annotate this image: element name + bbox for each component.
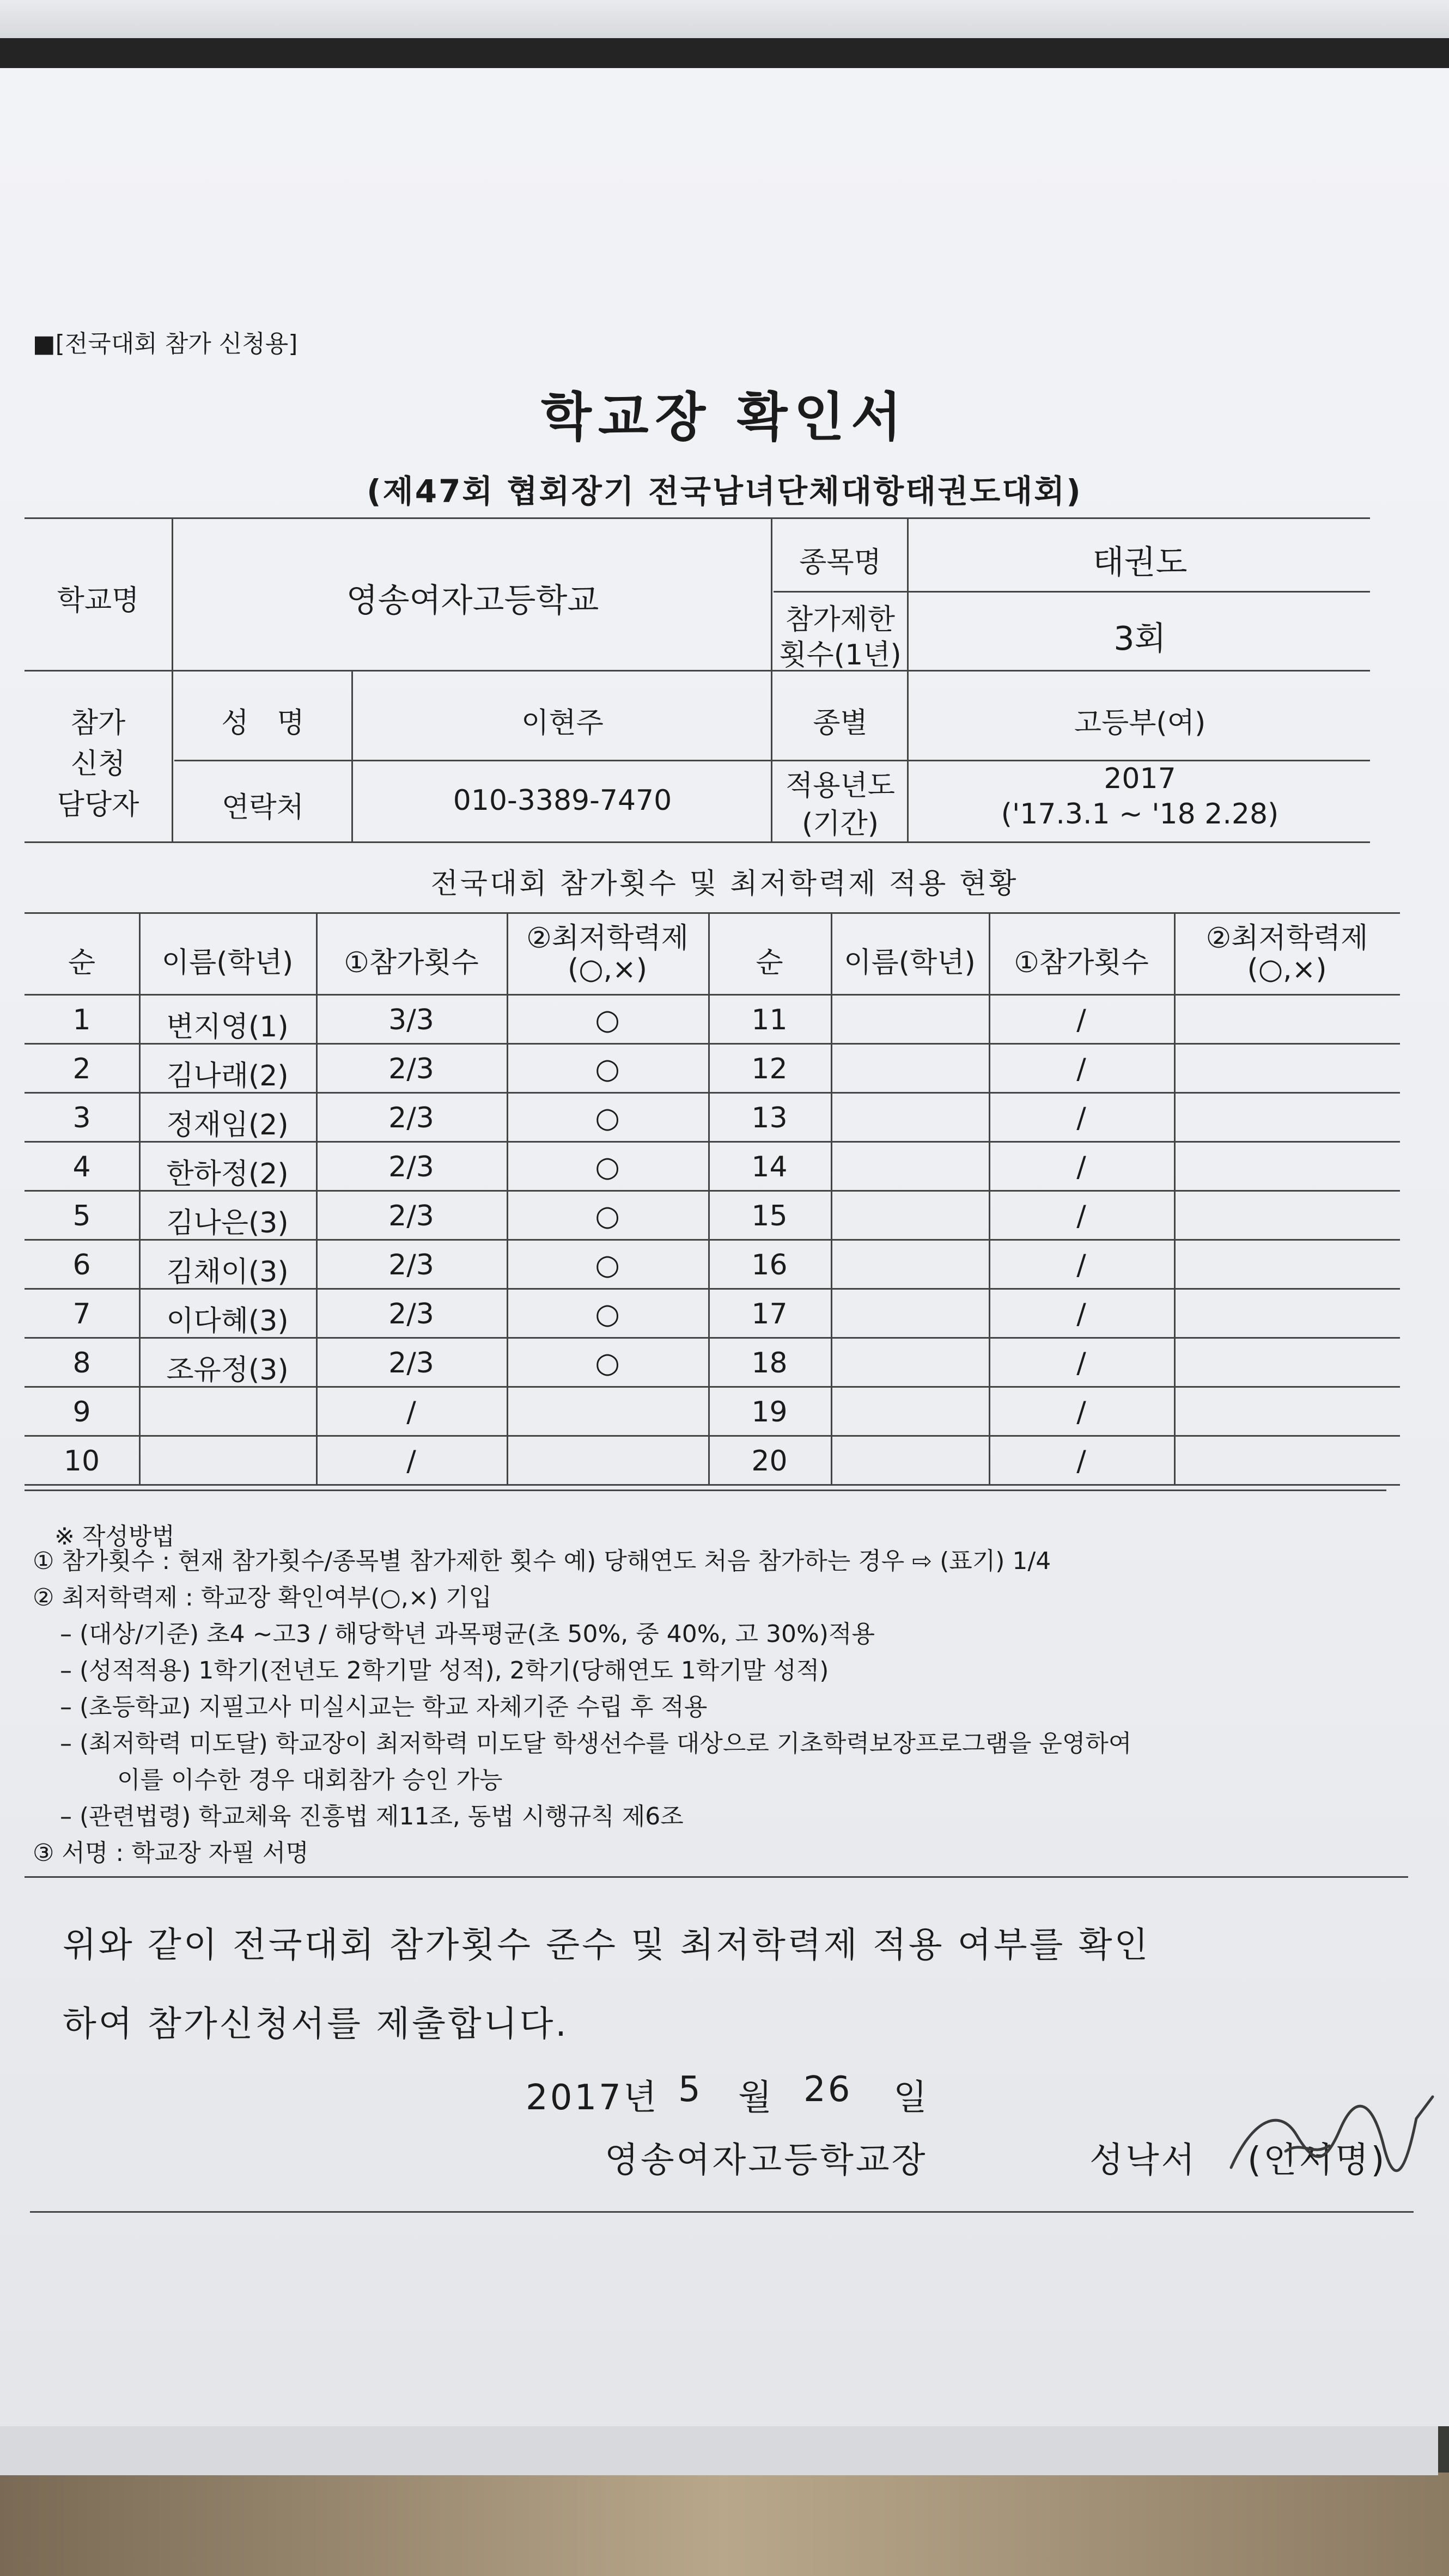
limit-label-line2: 횟수(1년) [779,639,902,672]
contact-label-line1: 참가 [70,707,126,740]
declaration-line2: 하여 참가신청서를 제출합니다. [63,2004,569,2044]
info-table-line [774,591,1370,593]
table-cell-no: 13 [751,1102,788,1134]
table-cell-no: 6 [72,1249,91,1281]
table-cell-no: 19 [751,1396,788,1429]
page-title: 학교장 확인서 [541,387,908,448]
note-line: – (대상/기준) 초4 ~고3 / 해당학년 과목평균(초 50%, 중 40%, 고 30%)적용 [60,1620,875,1648]
table-cell-no: 17 [751,1298,788,1330]
info-table-divider [351,670,353,841]
contact-label-line3: 담당자 [57,789,139,821]
note-line: – (최저학력 미도달) 학교장이 최저학력 미도달 학생선수를 대상으로 기초학력보장프로그램을 운영하여 [60,1730,1132,1757]
signer-name: 성낙서 [1089,2140,1197,2181]
table-cell-count: 2/3 [388,1053,434,1085]
table-cell-name: 정재임(2) [166,1109,289,1142]
notes-heading: ※ 작성방법 [54,1523,175,1551]
limit-label-line1: 참가제한 [786,603,895,636]
phone-label: 연락처 [222,791,304,824]
header-count: ①참가횟수 [1014,947,1149,979]
table-cell-no: 16 [751,1249,788,1281]
declaration-line1: 위와 같이 전국대회 참가횟수 준수 및 최저학력제 적용 여부를 확인 [63,1925,1150,1965]
form-tag: ■[전국대회 참가 신청용] [33,330,298,358]
table-cell-count: / [1076,1053,1086,1085]
note-line: – (관련법령) 학교체육 진흥법 제11조, 동법 시행규칙 제6조 [60,1803,684,1830]
table-cell-mark: ○ [595,1200,620,1232]
table-cell-count: / [1076,1396,1086,1429]
table-cell-name: 김나래(2) [166,1060,289,1092]
table-cell-count: / [1076,1200,1086,1232]
year-value: 2017 [1104,762,1176,795]
table-cell-count: 2/3 [388,1151,434,1183]
division-value: 고등부(여) [1074,707,1206,740]
period-value: ('17.3.1 ~ '18 2.28) [1001,798,1279,831]
contact-label-line2: 신청 [70,748,126,780]
table-cell-no: 15 [751,1200,788,1232]
manager-name-label: 성 명 [221,707,305,740]
year-label-line1: 적용년도 [786,770,895,802]
table-cell-name: 김나은(3) [166,1207,289,1240]
note-line: ① 참가횟수 : 현재 참가횟수/종목별 참가제한 횟수 예) 당해연도 처음 참가하는 경우 ⇨ (표기) 1/4 [33,1547,1051,1575]
header-name: 이름(학년) [161,947,294,979]
clipboard-edge [0,38,1449,71]
table-cell-mark: ○ [595,1053,620,1085]
header-mark-legend: (○,×) [1247,953,1327,986]
footer-line [30,2211,1414,2213]
table-cell-no: 14 [751,1151,788,1183]
table-cell-name: 이다혜(3) [166,1305,289,1338]
event-value: 태권도 [1092,544,1188,582]
sign-label: (인서명) [1247,2140,1387,2181]
table-cell-count: 2/3 [388,1298,434,1330]
table-cell-no: 1 [72,1004,91,1036]
info-table-bottom-border [25,841,1370,843]
header-no: 순 [756,947,783,979]
info-table-divider [172,517,173,841]
table-cell-no: 7 [72,1298,91,1330]
header-min-academic: ②최저학력제 [1206,922,1368,955]
handwritten-signature [1220,2086,1438,2184]
table-cell-count: 2/3 [388,1347,434,1379]
table-cell-count: / [1076,1004,1086,1036]
notes-top-border [25,1490,1386,1491]
table-cell-no: 10 [63,1445,100,1478]
note-line: 이를 이수한 경우 대회참가 승인 가능 [117,1766,503,1794]
date-month-unit: 월 [738,2078,774,2118]
table-cell-count: 2/3 [388,1249,434,1281]
table-cell-no: 18 [751,1347,788,1379]
table-cell-count: 2/3 [388,1200,434,1232]
table-column-divider [1174,912,1176,1484]
table-cell-no: 20 [751,1445,788,1478]
info-table-divider [907,517,909,841]
table-cell-name: 조유정(3) [166,1354,289,1387]
school-label: 학교명 [57,584,139,617]
header-no: 순 [68,947,96,979]
phone-value: 010-3389-7470 [453,784,672,817]
table-cell-mark: ○ [595,1004,620,1036]
note-line: ③ 서명 : 학교장 자필 서명 [33,1839,309,1867]
table-cell-no: 3 [72,1102,91,1134]
table-header-border [25,994,1400,996]
notes-bottom-border [25,1876,1408,1878]
table-cell-no: 5 [72,1200,91,1232]
header-mark-legend: (○,×) [567,953,648,986]
table-column-divider [139,912,141,1484]
table-cell-no: 11 [751,1004,788,1036]
school-name: 영송여자고등학교 [346,582,599,620]
table-row-border [25,1484,1400,1486]
table-cell-no: 4 [72,1151,91,1183]
table-cell-name: 한하정(2) [166,1158,289,1191]
header-name: 이름(학년) [844,947,976,979]
date-month: 5 [678,2070,703,2110]
date-year: 2017년 [526,2078,659,2118]
year-label-line2: (기간) [801,808,879,840]
header-min-academic: ②최저학력제 [526,922,689,955]
table-column-divider [507,912,508,1484]
table-cell-count: 2/3 [388,1102,434,1134]
table-cell-count: / [1076,1347,1086,1379]
table-cell-mark: ○ [595,1151,620,1183]
section-title: 전국대회 참가횟수 및 최저학력제 적용 현황 [430,868,1019,900]
table-cell-count: / [406,1445,416,1478]
paper-bottom-edge [0,2426,1438,2475]
note-line: – (성적적용) 1학기(전년도 2학기말 성적), 2학기(당해연도 1학기말 성적) [60,1657,829,1684]
table-cell-count: / [1076,1249,1086,1281]
page-subtitle: (제47회 협회장기 전국남녀단체대항태권도대회) [367,473,1082,510]
table-cell-count: / [1076,1298,1086,1330]
division-label: 종별 [813,707,868,740]
table-cell-mark: ○ [595,1249,620,1281]
table-cell-mark: ○ [595,1298,620,1330]
note-line: ② 최저학력제 : 학교장 확인여부(○,×) 기입 [33,1584,492,1611]
table-cell-name: 김채이(3) [166,1256,289,1289]
table-cell-count: / [1076,1445,1086,1478]
table-top-border [25,912,1400,914]
event-label: 종목명 [799,546,881,579]
limit-value: 3회 [1113,620,1166,658]
info-table-line [25,670,1370,672]
date-day: 26 [803,2070,853,2110]
table-cell-name: 변지영(1) [166,1011,289,1043]
info-table-divider [771,517,772,841]
table-cell-no: 8 [72,1347,91,1379]
table-column-divider [831,912,832,1484]
date-day-unit: 일 [893,2078,929,2118]
table-cell-count: / [406,1396,416,1429]
manager-name: 이현주 [521,707,604,740]
table-cell-mark: ○ [595,1347,620,1379]
signer-title: 영송여자고등학교장 [605,2140,928,2181]
table-cell-mark: ○ [595,1102,620,1134]
info-table-top-border [25,517,1370,519]
table-cell-no: 12 [751,1053,788,1085]
table-cell-count: / [1076,1151,1086,1183]
note-line: – (초등학교) 지필고사 미실시교는 학교 자체기준 수립 후 적용 [60,1693,708,1721]
table-cell-no: 9 [72,1396,91,1429]
table-surface [0,2473,1449,2576]
header-count: ①참가횟수 [344,947,479,979]
table-cell-count: / [1076,1102,1086,1134]
table-row-border [25,1435,1400,1437]
table-cell-count: 3/3 [388,1004,434,1036]
table-cell-no: 2 [72,1053,91,1085]
